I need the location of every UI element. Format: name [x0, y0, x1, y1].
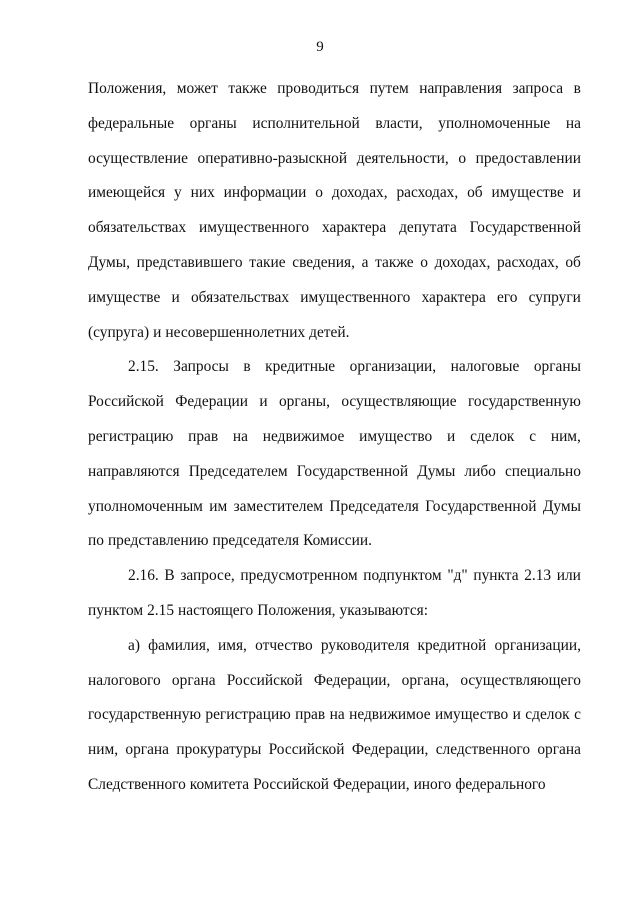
text-line: (супруга) и несовершеннолетних детей. [88, 323, 350, 341]
text-line: 2.15. Запросы в кредитные организации, налоговые органы [128, 358, 581, 376]
text-line: имеющейся у них информации о доходах, расходах, об имуществе и [88, 184, 581, 202]
text-line: регистрацию прав на недвижимое имущество и сделок с ним, [88, 427, 581, 445]
text-line: по представлению председателя Комиссии. [88, 532, 372, 550]
paragraph-clause-2-16-a [88, 629, 581, 803]
text-line: Российской Федерации и органы, осуществляющие государственную [88, 393, 581, 411]
text-line: осуществление оперативно-разыскной деятельности, о предоставлении [88, 149, 581, 167]
text-line: 2.16. В запросе, предусмотренном подпунктом "д" пункта 2.13 или [128, 567, 581, 585]
text-line: федеральные органы исполнительной власти, уполномоченные на [88, 114, 581, 132]
page-number: 9 [316, 39, 324, 55]
text-line: обязательствах имущественного характера депутата Государственной [88, 219, 581, 237]
text-line: направляются Председателем Государственной Думы либо специально [88, 462, 581, 480]
text-line: государственную регистрацию прав на недвижимое имущество и сделок с [88, 706, 581, 724]
text-line: уполномоченным им заместителем Председателя Государственной Думы [88, 497, 581, 515]
paragraph-clause-2-15 [88, 350, 581, 559]
text-line: пунктом 2.15 настоящего Положения, указываются: [88, 601, 429, 619]
text-line: имуществе и обязательствах имущественного характера его супруги [88, 288, 581, 306]
text-line: налогового органа Российской Федерации, органа, осуществляющего [88, 671, 581, 689]
text-line: Положения, может также проводиться путем направления запроса в [88, 80, 581, 97]
text-line: Следственного комитета Российской Федерации, иного федерального [88, 775, 546, 793]
text-line: ним, органа прокуратуры Российской Федерации, следственного органа [88, 741, 581, 759]
text-line: а) фамилия, имя, отчество руководителя кредитной организации, [128, 636, 581, 654]
paragraph-clause-2-16 [88, 559, 581, 629]
document-body [88, 72, 581, 803]
text-line: Думы, представившего такие сведения, а также о доходах, расходах, об [88, 253, 581, 271]
paragraph-continuation [88, 72, 581, 350]
